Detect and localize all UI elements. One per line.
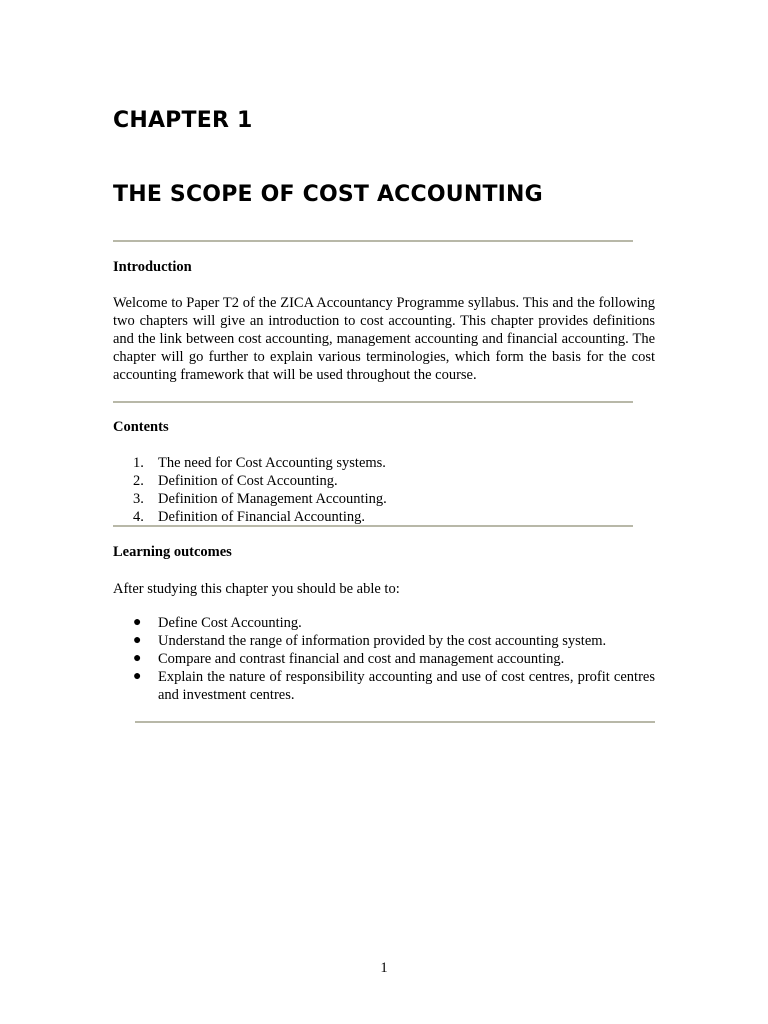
chapter-title: THE SCOPE OF COST ACCOUNTING — [113, 182, 543, 207]
learning-outcomes-heading: Learning outcomes — [113, 544, 232, 560]
contents-item-number: 3. — [133, 491, 144, 507]
learning-outcome-item — [113, 614, 655, 632]
contents-item-number: 4. — [133, 509, 144, 525]
contents-item-text: Definition of Management Accounting. — [158, 491, 387, 507]
contents-item — [113, 454, 655, 472]
contents-item-text: Definition of Financial Accounting. — [158, 509, 365, 525]
contents-item-text: The need for Cost Accounting systems. — [158, 455, 386, 471]
learning-outcome-text: Understand the range of information provided by the cost accounting system. — [158, 633, 607, 649]
section-divider — [135, 721, 655, 723]
learning-outcome-item — [113, 632, 655, 650]
learning-outcome-text: Define Cost Accounting. — [158, 615, 302, 631]
introduction-heading: Introduction — [113, 259, 192, 275]
bullet-icon: ● — [133, 633, 142, 648]
bullet-icon: ● — [133, 615, 142, 630]
page-number: 1 — [380, 960, 388, 976]
learning-outcome-text: Explain the nature of responsibility accounting and use of cost centres, profit centres and investment centres. — [158, 669, 655, 703]
section-divider — [113, 401, 633, 403]
chapter-label: CHAPTER 1 — [113, 108, 253, 133]
contents-list — [113, 454, 655, 526]
contents-heading: Contents — [113, 419, 169, 435]
contents-item-text: Definition of Cost Accounting. — [158, 473, 338, 489]
learning-outcomes-list — [113, 614, 655, 704]
contents-item-number: 1. — [133, 455, 144, 471]
contents-item — [113, 490, 655, 508]
learning-outcomes-intro: After studying this chapter you should be able to: — [113, 581, 400, 597]
contents-item-number: 2. — [133, 473, 144, 489]
contents-item — [113, 508, 655, 526]
section-divider — [113, 525, 633, 527]
introduction-paragraph: Welcome to Paper T2 of the ZICA Accountancy Programme syllabus. This and the following two chapters will give an introduction to cost accounting. This chapter provides definitions and the link between cost accounting, management accounting and financial accounting. The chapter will go further to explain various terminologies, which form the basis for the cost accounting framework that will be used throughout the course. — [113, 295, 655, 383]
bullet-icon: ● — [133, 669, 142, 684]
learning-outcome-text: Compare and contrast financial and cost and management accounting. — [158, 651, 565, 667]
learning-outcome-item — [113, 668, 655, 704]
learning-outcome-item — [113, 650, 655, 668]
section-divider — [113, 240, 633, 242]
bullet-icon: ● — [133, 651, 142, 666]
contents-item — [113, 472, 655, 490]
